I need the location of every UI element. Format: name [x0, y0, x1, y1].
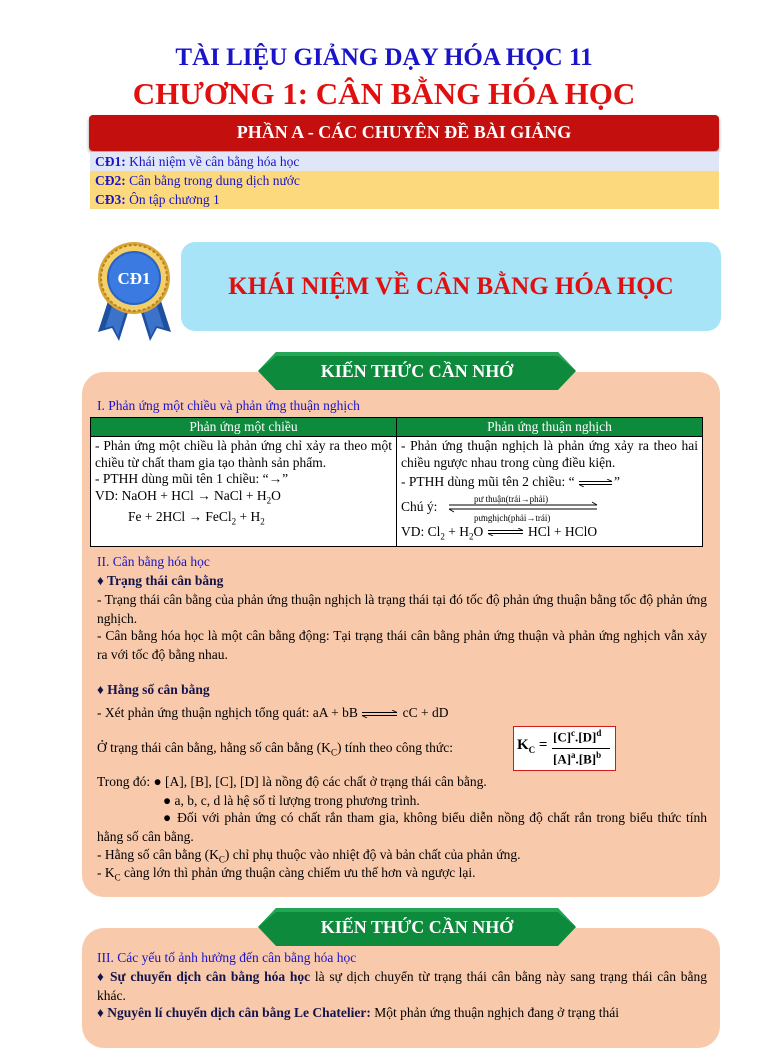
- cell-text: - PTHH dùng mũi tên 1 chiều: “→”: [95, 471, 289, 486]
- topic-text: Cân bằng trong dung dịch nước: [125, 173, 300, 188]
- topic-item[interactable]: [90, 171, 719, 190]
- reaction-comparison-table: [90, 417, 703, 547]
- note-label: Chú ý:: [401, 498, 438, 514]
- paragraph: ♦ Sự chuyển dịch cân bằng hóa học là sự dịch chuyển từ trạng thái cân bằng này sang trạng thái cân bằng khác.: [97, 969, 707, 1003]
- table-header: Phản ứng thuận nghịch: [397, 418, 703, 437]
- topic-item[interactable]: [90, 190, 719, 209]
- banner-label: KIẾN THỨC CẦN NHỚ: [320, 361, 514, 381]
- paragraph: Ở trạng thái cân bằng, hằng số cân bằng $(K_C)$ tính theo công thức:: [97, 740, 453, 758]
- cell-text: - PTHH dùng mũi tên 2 chiều: “ ”: [401, 474, 620, 489]
- banner-label: KIẾN THỨC CẦN NHỚ: [320, 917, 514, 937]
- topic-list: [90, 152, 719, 209]
- paragraph: - Cân bằng hóa học là một cân bằng động: Tại trạng thái cân bằng phản ứng thuận và phản ứng nghịch vẫn xảy ra với tốc độ bằng nhau.: [97, 628, 707, 662]
- bullet: ● a, b, c, d là hệ số tỉ lượng trong phương trình.: [163, 793, 420, 808]
- part-a-banner: PHẦN A - CÁC CHUYÊN ĐỀ BÀI GIẢNG: [89, 115, 719, 151]
- kc-symbol: $K_C$ =: [517, 737, 548, 755]
- kc-numerator: $[C]^c.[D]^d$: [553, 728, 602, 745]
- topic-card-title: KHÁI NIỆM VỀ CÂN BẰNG HÓA HỌC: [228, 273, 674, 300]
- chapter-title: CHƯƠNG 1: CÂN BẰNG HÓA HỌC: [132, 76, 636, 111]
- section-2-heading: II. Cân bằng hóa học: [97, 554, 210, 569]
- paragraph: ♦ Nguyên lí chuyển dịch cân bằng Le Chatelier: Một phản ứng thuận nghịch đang ở trạng thái: [97, 1005, 619, 1020]
- badge-label: CĐ1: [117, 269, 151, 288]
- topic-text: Khái niệm về cân bằng hóa học: [125, 154, 300, 169]
- forward-arrow-label: pư thuận(trái→phải): [474, 493, 549, 504]
- paragraph: - $K_C$ càng lớn thì phản ứng thuận càng chiếm ưu thế hơn và ngược lại.: [97, 865, 476, 883]
- cell-text: VD: $Cl_2 + H_2O$ HCl + HClO: [401, 523, 598, 542]
- note-row: [401, 492, 698, 522]
- topic-code: CĐ2:: [95, 173, 126, 188]
- paragraph: - Trạng thái cân bằng của phản ứng thuận nghịch là trạng thái tại đó tốc độ phản ứng thuận bằng tốc độ phản ứng nghịch.: [97, 592, 707, 626]
- equilibrium-arrow-icon: [361, 710, 399, 718]
- section-banner: [258, 352, 576, 390]
- section-3-heading: III. Các yếu tố ảnh hưởng đến cân bằng hóa học: [97, 950, 357, 965]
- paragraph: - Hằng số cân bằng $(K_C)$ chỉ phụ thuộc vào nhiệt độ và bản chất của phản ứng.: [97, 847, 521, 865]
- cell-text: Fe + 2HCl → FeCl$_2$ + $H_2$: [128, 508, 265, 527]
- cell-text: - Phản ứng thuận nghịch là phản ứng xảy ra theo hai chiều ngược nhau trong cùng điều kiện.: [401, 438, 698, 470]
- fraction-bar: [552, 748, 610, 749]
- kc-formula-box: [513, 726, 616, 771]
- topic-item[interactable]: [90, 152, 719, 171]
- topic-code: CĐ3:: [95, 192, 126, 207]
- topic-text: Ôn tập chương 1: [125, 192, 220, 207]
- paragraph: - Xét phản ứng thuận nghịch tổng quát: aA + bB cC + dD: [97, 705, 449, 720]
- table-cell: [397, 437, 703, 547]
- paragraph: Trong đó: ● [A], [B], [C], [D] là nồng độ các chất ở trạng thái cân bằng.: [97, 774, 487, 789]
- medal-badge-icon: [92, 240, 177, 345]
- section-1-heading: I. Phản ứng một chiều và phản ứng thuận nghịch: [97, 398, 360, 413]
- bullet: ● Đối với phản ứng có chất rắn tham gia, không biểu diễn nồng độ chất rắn trong biểu thức tính hằng số cân bằng.: [97, 810, 707, 844]
- equilibrium-arrow-icon: [487, 528, 525, 536]
- section-banner: [258, 908, 576, 946]
- table-header: Phản ứng một chiều: [91, 418, 397, 437]
- subheading-equilibrium-state: ♦ Trạng thái cân bằng: [97, 573, 224, 588]
- reverse-arrow-label: pưnghịch(phải→trái): [474, 512, 551, 523]
- topic-code: CĐ1:: [95, 154, 126, 169]
- cell-text: - Phản ứng một chiều là phản ứng chỉ xảy ra theo một chiều từ chất tham gia tạo thành sản phẩm.: [95, 438, 392, 470]
- subheading-equilibrium-constant: ♦ Hằng số cân bằng: [97, 682, 210, 697]
- equilibrium-arrow-icon: [578, 479, 614, 487]
- table-cell: [91, 437, 397, 547]
- cell-text: VD: NaOH + HCl → NaCl + $H_2O$: [95, 487, 281, 506]
- kc-denominator: $[A]^a.[B]^b$: [553, 750, 602, 767]
- document-title: TÀI LIỆU GIẢNG DẠY HÓA HỌC 11: [175, 44, 593, 71]
